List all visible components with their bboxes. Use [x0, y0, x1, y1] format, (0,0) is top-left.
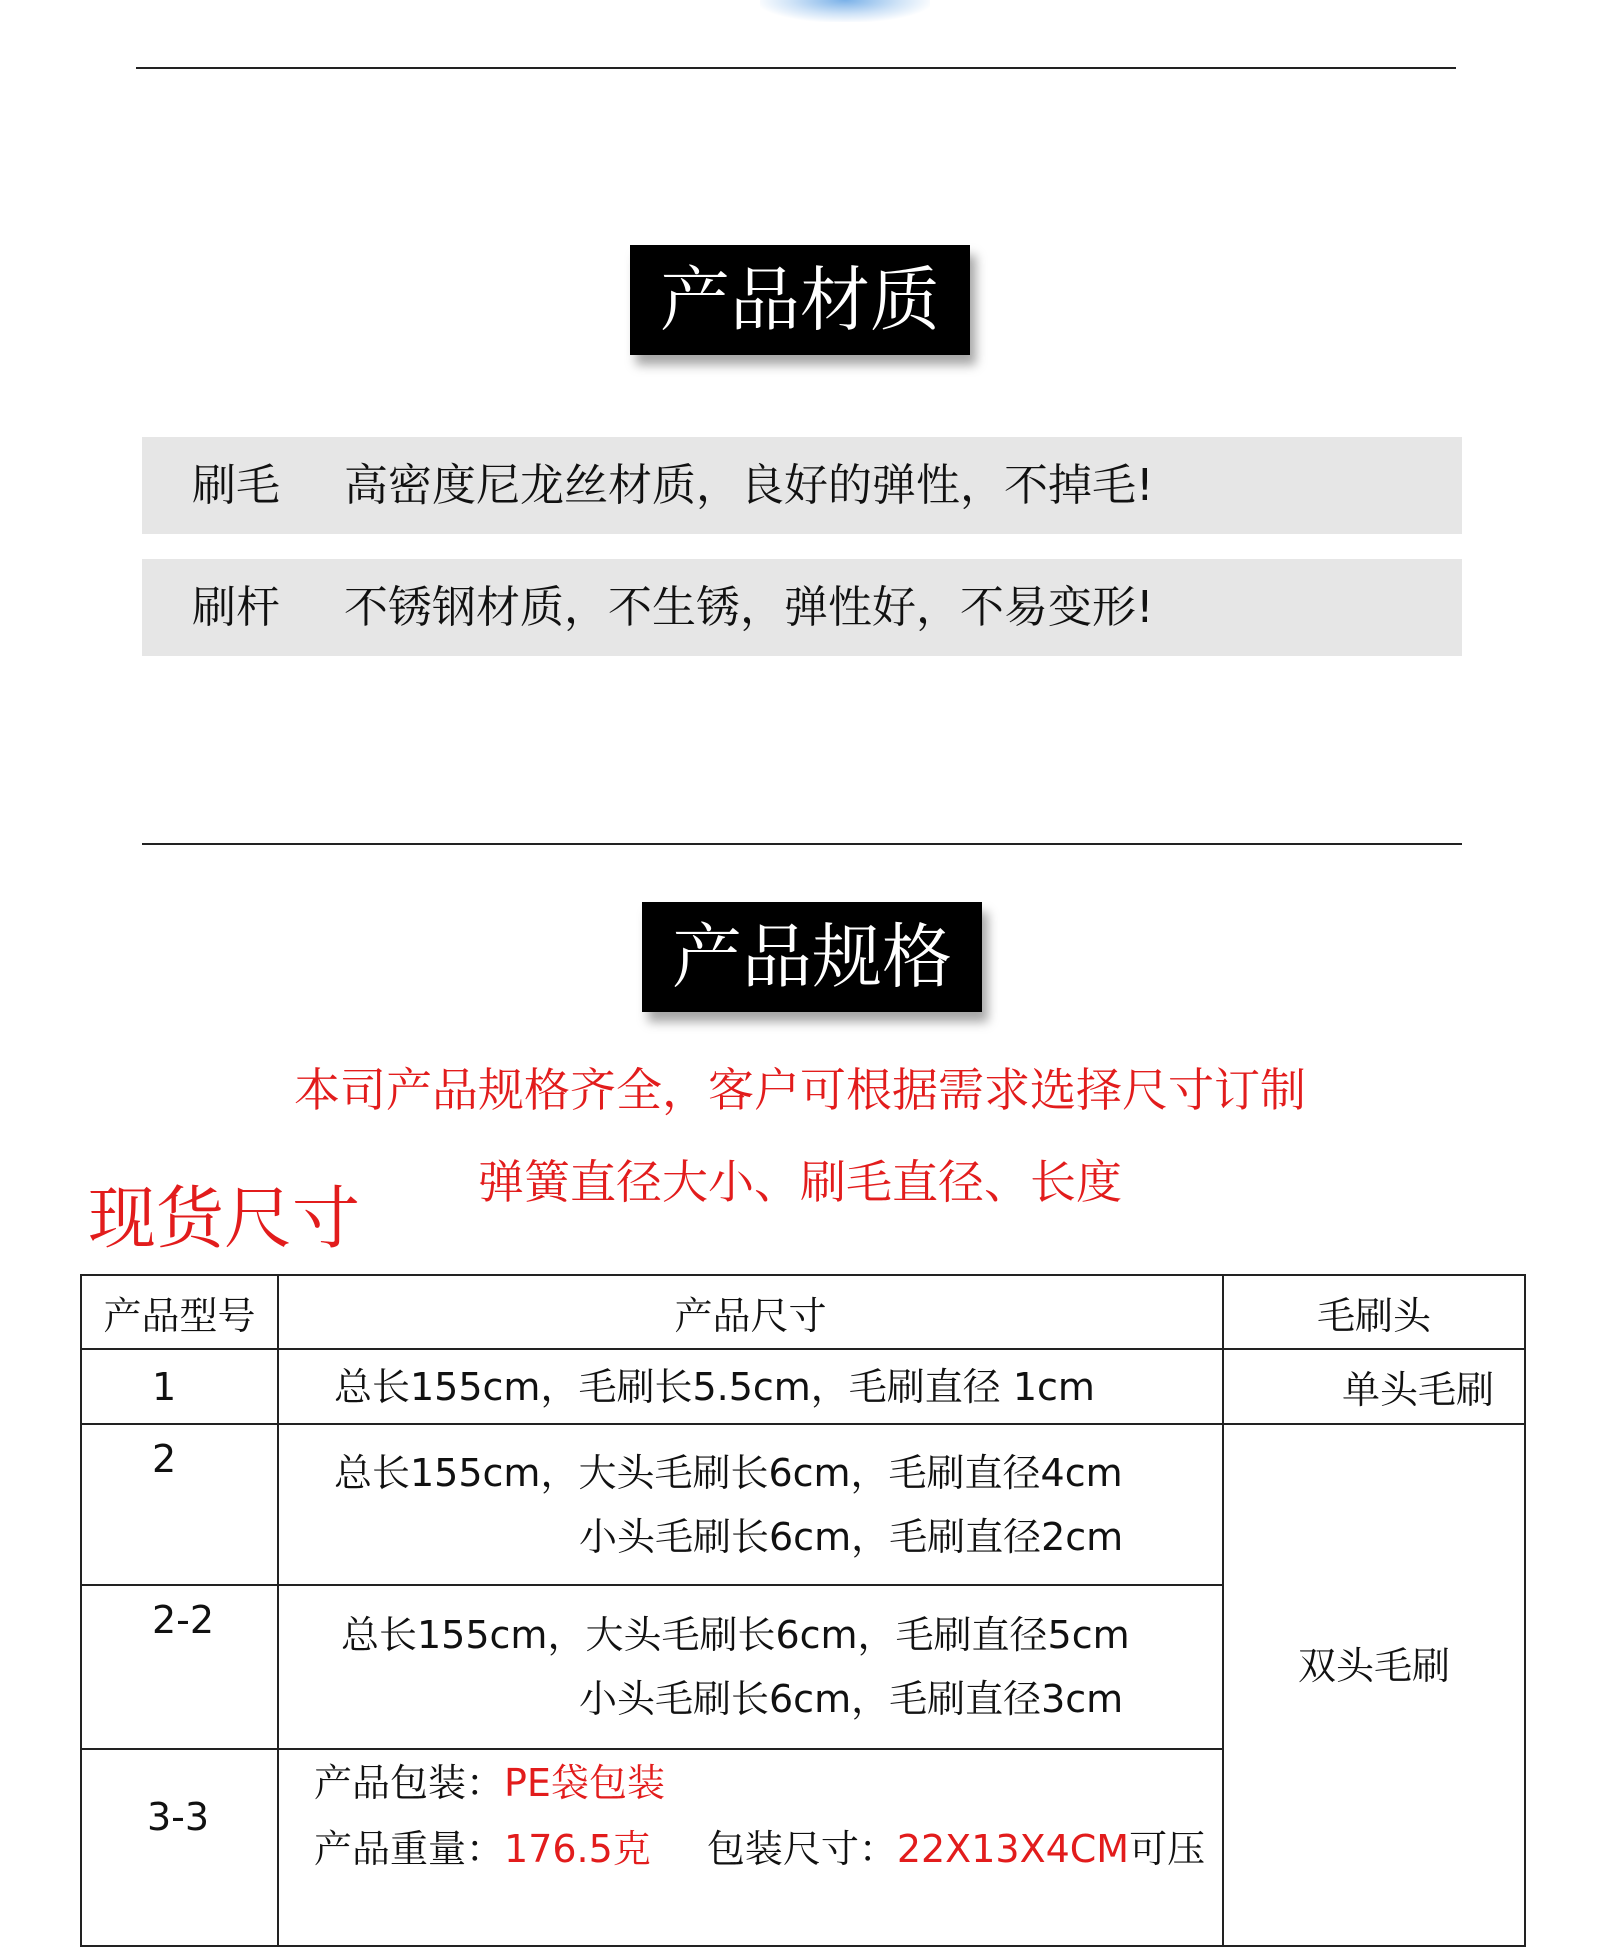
table-header-row [81, 1275, 1525, 1349]
size-line: 小头毛刷长6cm，毛刷直径2cm [579, 1514, 1124, 1559]
packaging-cell [278, 1749, 1223, 1946]
model-cell: 2 [81, 1424, 278, 1585]
material-heading: 产品材质 [630, 245, 970, 355]
weight-label: 产品重量： [314, 1827, 505, 1871]
material-label: 刷杆 [192, 582, 280, 633]
material-row-handle [142, 559, 1462, 656]
size-cell [278, 1585, 1223, 1749]
product-image-top [760, 0, 930, 22]
spec-heading: 产品规格 [642, 902, 982, 1012]
size-line: 总长155cm，大头毛刷长6cm，毛刷直径4cm [334, 1450, 1123, 1495]
table-row [81, 1424, 1525, 1585]
model-cell: 3-3 [81, 1749, 278, 1946]
packaging-label: 产品包装： [314, 1761, 505, 1805]
divider-middle [142, 843, 1462, 845]
stock-size-title: 现货尺寸 [88, 1180, 361, 1259]
size-cell [278, 1349, 1223, 1424]
brush-head-cell: 单头毛刷 [1223, 1349, 1525, 1424]
weight-value: 176.5克 [504, 1827, 651, 1871]
customization-notice: 本司产品规格齐全，客户可根据需求选择尺寸订制 [294, 1063, 1306, 1117]
size-line: 总长155cm，毛刷长5.5cm，毛刷直径 1cm [334, 1364, 1095, 1409]
brush-head-cell-double: 双头毛刷 [1223, 1424, 1525, 1946]
material-row-bristle [142, 437, 1462, 534]
material-label: 刷毛 [192, 460, 280, 511]
material-desc: 高密度尼龙丝材质，良好的弹性，不掉毛! [344, 460, 1154, 511]
packaging-value: PE袋包装 [504, 1761, 665, 1805]
size-line: 总长155cm，大头毛刷长6cm，毛刷直径5cm [341, 1613, 1130, 1657]
spec-table [80, 1274, 1526, 1947]
model-cell: 2-2 [81, 1585, 278, 1749]
material-desc: 不锈钢材质，不生锈，弹性好，不易变形! [344, 582, 1154, 633]
divider-top [136, 67, 1456, 69]
customization-notice-detail: 弹簧直径大小、刷毛直径、长度 [478, 1155, 1122, 1209]
header-size: 产品尺寸 [278, 1275, 1223, 1349]
packaging-line [279, 1750, 1222, 1816]
weight-line [279, 1816, 1222, 1882]
table-row [81, 1349, 1525, 1424]
pack-size-suffix: 可压 [1129, 1827, 1206, 1871]
size-cell [278, 1424, 1223, 1585]
header-brush-head: 毛刷头 [1223, 1275, 1525, 1349]
pack-size-value: 22X13X4CM [896, 1827, 1130, 1871]
pack-size-label: 包装尺寸： [706, 1827, 897, 1871]
size-line: 小头毛刷长6cm，毛刷直径3cm [579, 1677, 1124, 1721]
model-cell: 1 [81, 1349, 278, 1424]
header-model: 产品型号 [81, 1275, 278, 1349]
